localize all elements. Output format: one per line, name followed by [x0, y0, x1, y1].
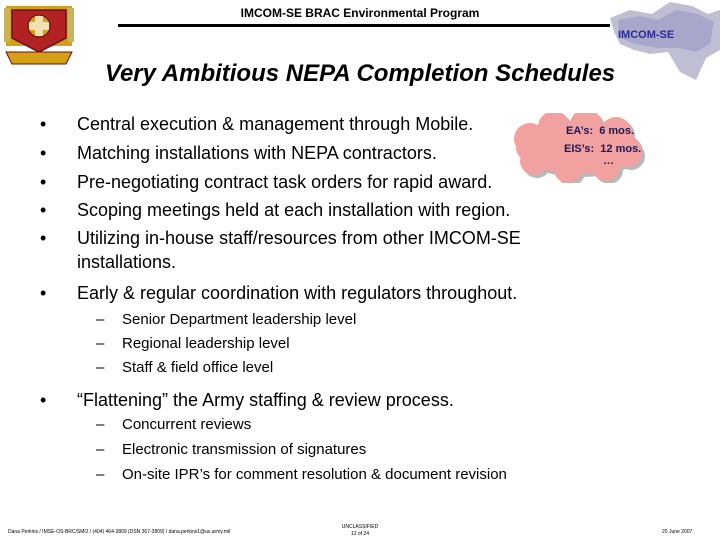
bullet-marker: •	[40, 283, 47, 303]
bullet-marker: •	[40, 114, 47, 134]
bullet-item	[40, 388, 677, 412]
bullet-text: Utilizing in-house staff/resources from other IMCOM-SE installations.	[77, 228, 521, 272]
bullet-marker: •	[40, 143, 47, 163]
footer-classification: UNCLASSIFIED	[341, 524, 379, 530]
bullet-text: Early & regular coordination with regulators throughout.	[77, 283, 518, 303]
dash-marker: –	[96, 359, 105, 376]
bullet-text: Matching installations with NEPA contractors.	[77, 143, 437, 163]
dash-marker: –	[96, 416, 105, 433]
sub-list-item	[96, 335, 290, 353]
sub-list-item	[96, 416, 251, 434]
header-rule	[118, 24, 610, 27]
bullet-text: Scoping meetings held at each installation with region.	[77, 200, 511, 220]
dash-marker: –	[96, 466, 105, 483]
callout-eis-line: EIS’s: 12 mos.	[564, 143, 642, 155]
sub-list-item	[96, 441, 366, 459]
bullet-marker: •	[40, 172, 47, 192]
footer-contact: Dana Perkins / IMSE-OS-BRC/SMO / (404) 464-3809 (DSN 367-3809) / dana.perkins1@us.army.mil	[8, 529, 231, 535]
bullet-item	[40, 281, 597, 305]
bullet-item	[40, 226, 597, 274]
sub-item-text: Staff & field office level	[122, 359, 274, 376]
sub-item-text: Senior Department leadership level	[122, 311, 357, 328]
bullet-marker: •	[40, 390, 47, 410]
bullet-marker: •	[40, 228, 47, 248]
sub-item-text: Electronic transmission of signatures	[122, 441, 367, 458]
sub-item-text: Concurrent reviews	[122, 416, 252, 433]
bullet-text: Pre-negotiating contract task orders for rapid award.	[77, 172, 493, 192]
bullet-marker: •	[40, 200, 47, 220]
footer-date: 20 June 2007	[662, 529, 693, 535]
footer-page-number: 12 of 24	[350, 531, 370, 537]
dash-marker: –	[96, 335, 105, 352]
dash-marker: –	[96, 311, 105, 328]
sub-item-text: On-site IPR’s for comment resolution & document revision	[122, 466, 507, 483]
slide-title: Very Ambitious NEPA Completion Schedules	[104, 60, 616, 87]
bullet-item	[40, 198, 597, 222]
sub-list-item	[96, 466, 507, 484]
header-title: IMCOM-SE BRAC Environmental Program	[240, 6, 480, 20]
callout-ea-line: EA’s: 6 mos.	[566, 125, 635, 137]
sub-list-item	[96, 359, 273, 377]
sub-list-item	[96, 311, 356, 329]
bullet-text: “Flattening” the Army staffing & review process.	[77, 390, 454, 410]
badge-label: IMCOM-SE	[618, 29, 675, 41]
sub-item-text: Regional leadership level	[122, 335, 290, 352]
dash-marker: –	[96, 441, 105, 458]
bullet-text: Central execution & management through Mobile.	[77, 114, 474, 134]
callout-ellipsis: …	[603, 155, 614, 167]
